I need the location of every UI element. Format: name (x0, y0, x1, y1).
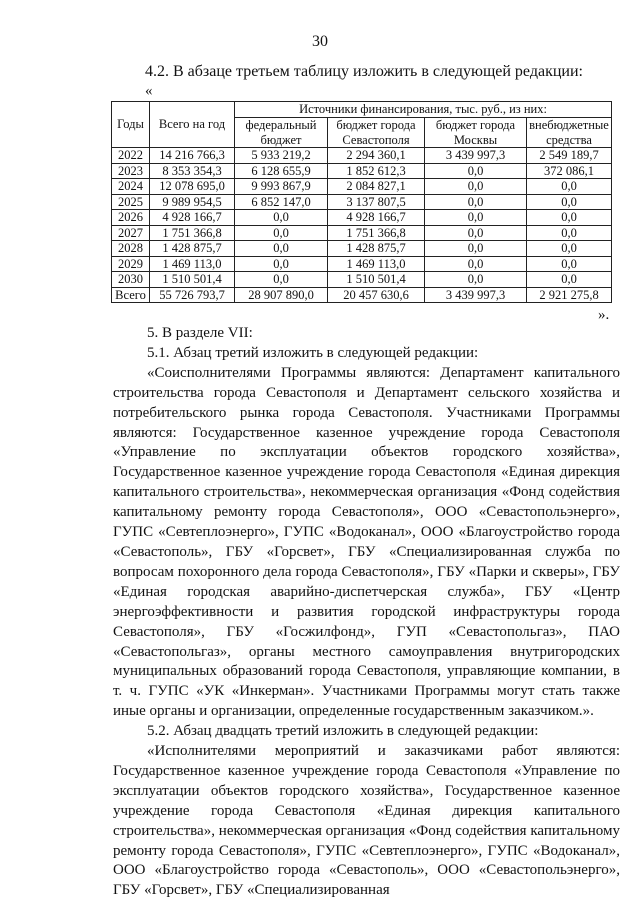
cell-extrabudget: 0,0 (527, 225, 612, 241)
cell-federal: 0,0 (235, 225, 328, 241)
cell-total: 1 751 366,8 (150, 225, 235, 241)
cell-moscow: 0,0 (425, 241, 527, 257)
cell-sevastopol: 20 457 630,6 (328, 287, 425, 303)
table-row (112, 148, 612, 164)
body-text (113, 324, 620, 901)
cell-total: 55 726 793,7 (150, 287, 235, 303)
cell-sevastopol: 2 084 827,1 (328, 179, 425, 195)
cell-moscow: 0,0 (425, 272, 527, 288)
paragraph-executors: «Исполнителями мероприятий и заказчиками работ являются: Государственное казенное учреждение города Севастополя «Управление по эксплуатации объектов городского хозяйства», Государственное казенное учреждение города Севастополя «Единая дирекция капитального строительства», некоммерческая организация «Фонд содействия капитальному ремонту города Севастополя», ГУПС «Севтеплоэнерго», ГУПС «Водоканал», ООО «Благоустройство города «Севастополь», ООО «Севастопольэнерго», ГБУ «Горсвет», ГБУ «Специализированная (113, 743, 620, 899)
cell-total: 9 989 954,5 (150, 194, 235, 210)
cell-sevastopol: 1 510 501,4 (328, 272, 425, 288)
table-row (112, 272, 612, 288)
cell-federal: 0,0 (235, 256, 328, 272)
cell-federal: 6 852 147,0 (235, 194, 328, 210)
cell-sevastopol: 3 137 807,5 (328, 194, 425, 210)
cell-moscow: 0,0 (425, 225, 527, 241)
paragraph-5-2: 5.2. Абзац двадцать третий изложить в следующей редакции: (147, 723, 539, 740)
paragraph-5-1: 5.1. Абзац третий изложить в следующей редакции: (147, 344, 479, 361)
table-row (112, 256, 612, 272)
table-row (112, 210, 612, 226)
cell-year: Всего (112, 287, 150, 303)
cell-year: 2022 (112, 148, 150, 164)
cell-sevastopol: 1 428 875,7 (328, 241, 425, 257)
cell-year: 2029 (112, 256, 150, 272)
cell-year: 2023 (112, 163, 150, 179)
cell-year: 2025 (112, 194, 150, 210)
cell-moscow: 0,0 (425, 210, 527, 226)
cell-total: 1 510 501,4 (150, 272, 235, 288)
financing-table (111, 101, 612, 303)
cell-extrabudget: 372 086,1 (527, 163, 612, 179)
table-row (112, 163, 612, 179)
cell-federal: 0,0 (235, 210, 328, 226)
cell-federal: 5 933 219,2 (235, 148, 328, 164)
cell-federal: 9 993 867,9 (235, 179, 328, 195)
cell-year: 2026 (112, 210, 150, 226)
page-number: 30 (312, 33, 328, 50)
cell-total: 1 469 113,0 (150, 256, 235, 272)
table-row (112, 179, 612, 195)
table-row (112, 225, 612, 241)
cell-total: 1 428 875,7 (150, 241, 235, 257)
col-header-sevastopol: бюджет города Севастополя (328, 118, 425, 148)
cell-federal: 0,0 (235, 241, 328, 257)
table-row-total (112, 287, 612, 303)
section-heading: 4.2. В абзаце третьем таблицу изложить в следующей редакции: (145, 63, 583, 80)
cell-sevastopol: 1 751 366,8 (328, 225, 425, 241)
cell-moscow: 3 439 997,3 (425, 148, 527, 164)
close-quote: ». (598, 307, 610, 323)
open-quote: « (145, 83, 153, 99)
cell-total: 14 216 766,3 (150, 148, 235, 164)
paragraph-coexecutors: «Соисполнителями Программы являются: Департамент капитального строительства города Севастополя и Департамент сельского хозяйства и потребительского рынка города Севастополя. Участниками Программы являются: Государственное казенное учреждение города Севастополя «Управление по эксплуатации объектов городского хозяйства», Государственное казенное учреждение города Севастополя «Единая дирекция капитального строительства», некоммерческая организация «Фонд содействия капитальному ремонту города Севастополя», ООО «Севастопольэнерго», ГУПС «Севтеплоэнерго», ГУПС «Водоканал», ООО «Благоустройство города «Севастополь», ГБУ «Горсвет», ГБУ «Специализированная служба по вопросам похоронного дела города Севастополя», ГБУ «Парки и скверы», ГБУ «Единая городская аварийно-диспетчерская служба», ГБУ «Центр энергоэффективности и развития городской инфраструктуры города Севастополя», ГБУ «Госжилфонд», ГУП «Севастопольгаз», ПАО «Севастопольгаз», органы местного самоуправления внутригородских муниципальных образований города Севастополя, управляющие компании, в т. ч. ГУПС «УК «Инкерман». Участниками Программы могут стать также иные органы и организации, определенные государственным заказчиком.». (113, 364, 620, 720)
col-header-moscow: бюджет города Москвы (425, 118, 527, 148)
paragraph-section-5: 5. В разделе VII: (147, 325, 253, 341)
cell-federal: 28 907 890,0 (235, 287, 328, 303)
cell-extrabudget: 2 921 275,8 (527, 287, 612, 303)
cell-federal: 0,0 (235, 272, 328, 288)
cell-year: 2024 (112, 179, 150, 195)
col-header-total: Всего на год (150, 102, 235, 148)
cell-sevastopol: 1 852 612,3 (328, 163, 425, 179)
cell-moscow: 0,0 (425, 256, 527, 272)
cell-year: 2030 (112, 272, 150, 288)
cell-extrabudget: 0,0 (527, 210, 612, 226)
table-row (112, 241, 612, 257)
cell-total: 12 078 695,0 (150, 179, 235, 195)
table-row (112, 194, 612, 210)
cell-extrabudget: 2 549 189,7 (527, 148, 612, 164)
cell-extrabudget: 0,0 (527, 179, 612, 195)
cell-moscow: 3 439 997,3 (425, 287, 527, 303)
cell-extrabudget: 0,0 (527, 241, 612, 257)
cell-year: 2028 (112, 241, 150, 257)
cell-total: 4 928 166,7 (150, 210, 235, 226)
cell-moscow: 0,0 (425, 194, 527, 210)
cell-moscow: 0,0 (425, 179, 527, 195)
cell-extrabudget: 0,0 (527, 256, 612, 272)
cell-sevastopol: 1 469 113,0 (328, 256, 425, 272)
cell-sevastopol: 4 928 166,7 (328, 210, 425, 226)
cell-extrabudget: 0,0 (527, 194, 612, 210)
col-header-sources: Источники финансирования, тыс. руб., из них: (235, 102, 612, 118)
cell-sevastopol: 2 294 360,1 (328, 148, 425, 164)
cell-extrabudget: 0,0 (527, 272, 612, 288)
col-header-years: Годы (112, 102, 150, 148)
cell-moscow: 0,0 (425, 163, 527, 179)
cell-year: 2027 (112, 225, 150, 241)
cell-federal: 6 128 655,9 (235, 163, 328, 179)
cell-total: 8 353 354,3 (150, 163, 235, 179)
col-header-federal: федеральный бюджет (235, 118, 328, 148)
col-header-extrabudget: внебюджетные средства (527, 118, 612, 148)
